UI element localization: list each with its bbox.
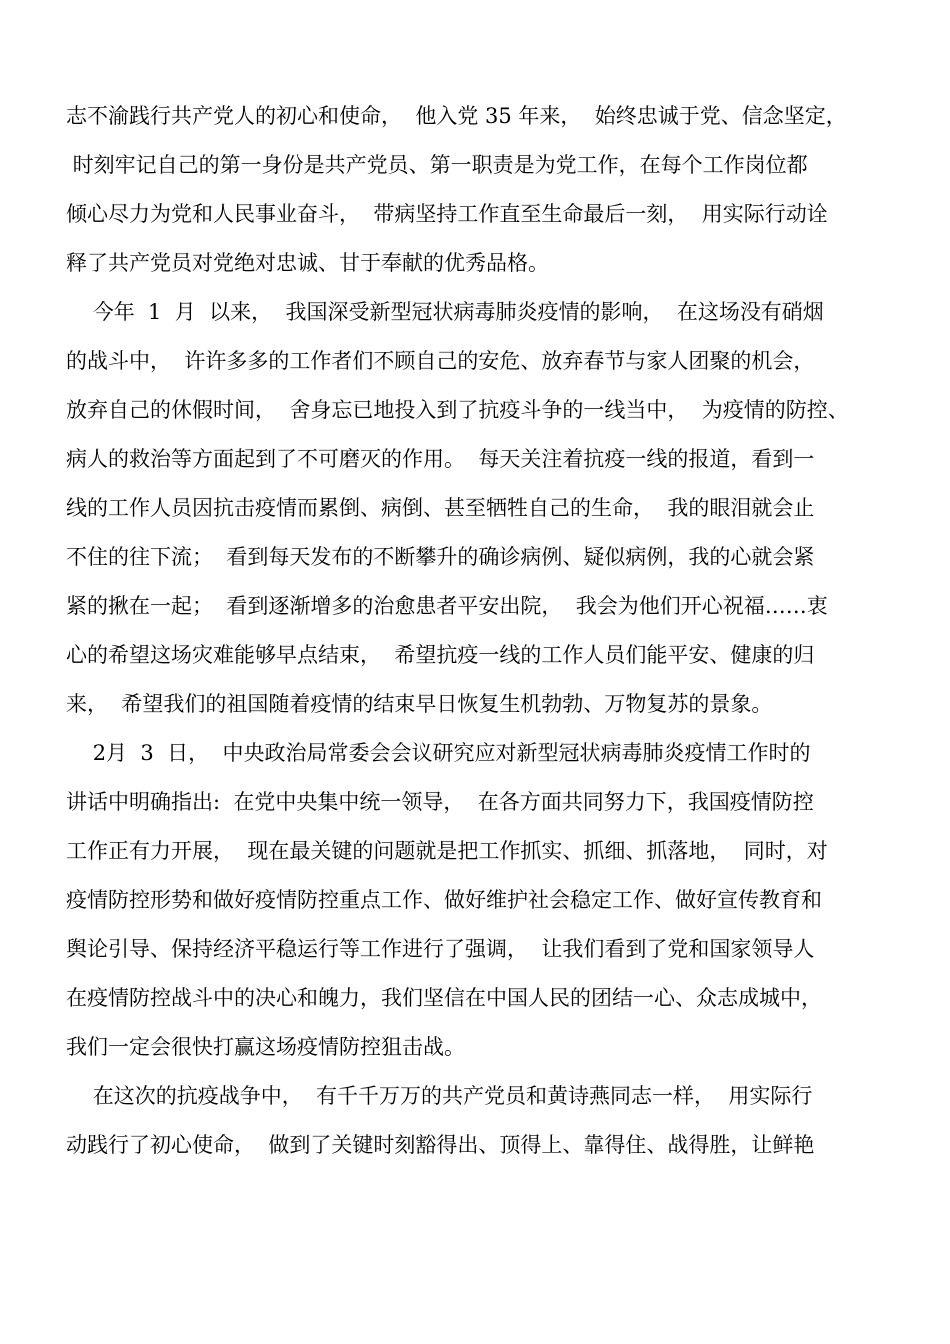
text-line: 2月 3 日， 中央政治局常委会会议研究应对新型冠状病毒肺炎疫情工作时的	[66, 741, 811, 765]
text-line: 志不渝践行共产党人的初心和使命， 他入党 35 年来， 始终忠诚于党、信念坚定，	[66, 104, 847, 128]
text-line: 放弃自己的休假时间， 舍身忘已地投入到了抗疫斗争的一线当中， 为疫情的防控、	[66, 398, 849, 422]
document-body	[66, 92, 896, 1170]
text-line: 时刻牢记自己的第一身份是共产党员、第一职责是为党工作，在每个工作岗位都	[66, 153, 808, 177]
text-line: 工作正有力开展， 现在最关键的问题就是把工作抓实、抓细、抓落地， 同时，对	[66, 839, 828, 863]
text-line: 的战斗中， 许许多多的工作者们不顾自己的安危、放弃春节与家人团聚的机会，	[66, 349, 815, 373]
text-line: 今年 1 月 以来， 我国深受新型冠状病毒肺炎疫情的影响， 在这场没有硝烟	[66, 300, 824, 324]
text-line: 在这次的抗疫战争中， 有千千万万的共产党员和黄诗燕同志一样， 用实际行	[66, 1084, 813, 1108]
text-line: 病人的救治等方面起到了不可磨灭的作用。 每天关注着抗疫一线的报道，看到一	[66, 447, 815, 471]
text-line: 来， 希望我们的祖国随着疫情的结束早日恢复生机勃勃、万物复苏的景象。	[66, 692, 773, 716]
text-line: 我们一定会很快打赢这场疫情防控狙击战。	[66, 1035, 465, 1059]
text-line: 不住的往下流； 看到每天发布的不断攀升的确诊病例、疑似病例，我的心就会紧	[66, 545, 815, 569]
text-line: 舆论引导、保持经济平稳运行等工作进行了强调， 让我们看到了党和国家领导人	[66, 937, 815, 961]
text-line: 在疫情防控战斗中的决心和魄力，我们坚信在中国人民的团结一心、众志成城中，	[66, 986, 822, 1010]
text-line: 倾心尽力为党和人民事业奋斗， 带病坚持工作直至生命最后一刻， 用实际行动诠	[66, 202, 828, 226]
text-line: 讲话中明确指出: 在党中央集中统一领导， 在各方面共同努力下，我国疫情防控	[66, 790, 814, 814]
text-line: 疫情防控形势和做好疫情防控重点工作、做好维护社会稳定工作、做好宣传教育和	[66, 888, 822, 912]
text-line: 心的希望这场灾难能够早点结束， 希望抗疫一线的工作人员们能平安、健康的归	[66, 643, 815, 667]
text-line: 动践行了初心使命， 做到了关键时刻豁得出、顶得上、靠得住、战得胜，让鲜艳	[66, 1133, 815, 1157]
text-line: 释了共产党员对党绝对忠诚、甘于奉献的优秀品格。	[66, 251, 549, 275]
text-line: 紧的揪在一起； 看到逐渐增多的治愈患者平安出院， 我会为他们开心祝福……衷	[66, 594, 828, 618]
text-line: 线的工作人员因抗击疫情而累倒、病倒、甚至牺牲自己的生命， 我的眼泪就会止	[66, 496, 815, 520]
